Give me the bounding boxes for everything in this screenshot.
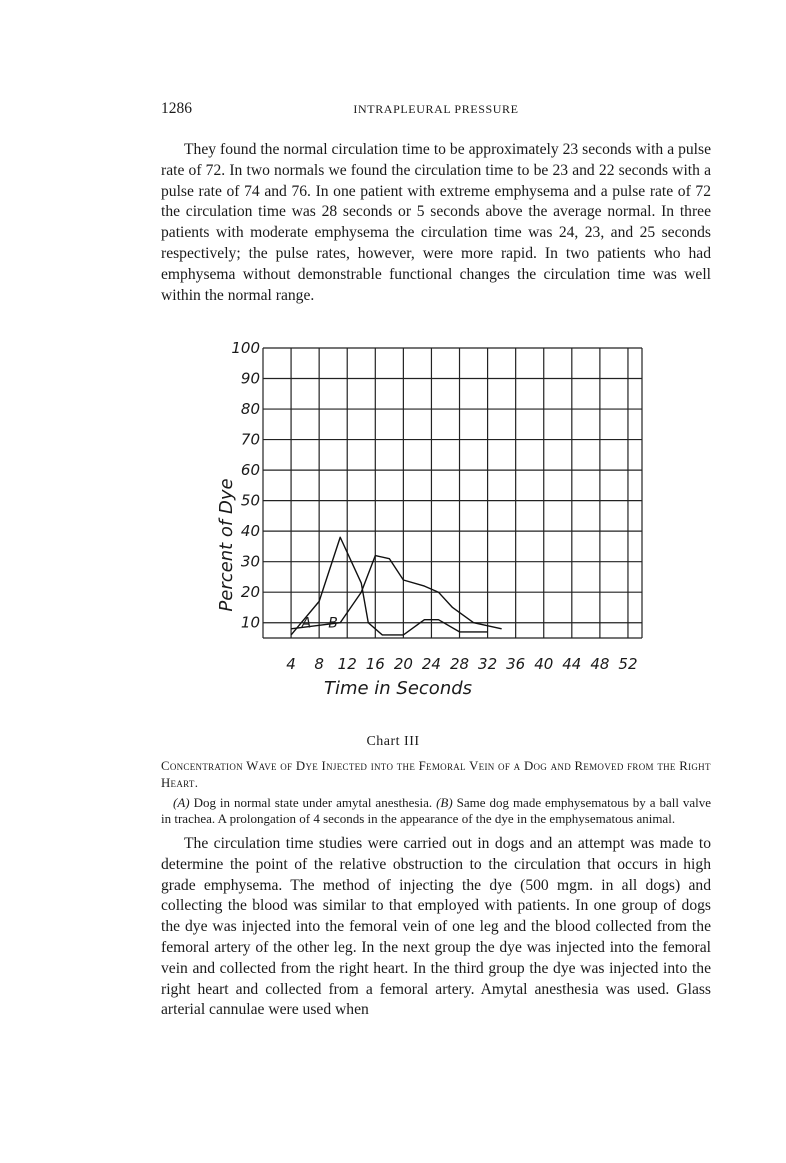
y-tick-40: 40 [240,522,260,541]
x-tick-4: 4 [286,655,296,673]
x-tick-28: 28 [449,655,470,673]
series-label-b: B [328,615,338,632]
x-tick-8: 8 [314,655,324,673]
x-axis-label: Time in Seconds [323,678,473,699]
x-tick-24: 24 [421,655,441,673]
x-tick-32: 32 [478,655,498,673]
x-tick-40: 40 [534,655,554,673]
page-header [161,100,711,120]
x-tick-12: 12 [337,655,357,673]
y-tick-70: 70 [240,430,260,449]
x-tick-20: 20 [393,655,413,673]
y-tick-60: 60 [240,461,260,480]
chart-grid [263,348,642,638]
y-tick-80: 80 [240,400,260,419]
x-tick-52: 52 [618,655,638,673]
x-tick-36: 36 [506,655,526,673]
x-tick-labels [286,655,637,673]
caption-title-text: Concentration Wave of Dye Injected into the Femoral Vein of a Dog and Removed from the Right Heart. [161,759,711,790]
y-tick-30: 30 [240,552,260,571]
chart-number: Chart III [366,734,420,749]
y-tick-10: 10 [240,613,260,632]
y-tick-100: 100 [231,340,260,357]
y-axis-label: Percent of Dye [216,478,237,612]
paragraph-1: They found the normal circulation time to be approximately 23 seconds with a pulse rate of 72. In two normals we found the circulation time to be 23 and 22 seconds with a pulse rate of 74 and 76. In one patient with extreme emphysema and a pulse rate of 72 the circulation time was 28 seconds or 5 seconds above the average normal. In three patients with moderate emphysema the circulation time was 24, 23, and 25 seconds respectively; the pulse rates, however, were more rapid. In two patients who had emphysema without demonstrable functional changes the circulation time was well within the normal range. [161,141,711,304]
x-tick-44: 44 [562,655,582,673]
caption-b-text: Same dog made emphysematous by a ball valve in trachea. A prolongation of 4 seconds in the appearance of the dye in the emphysematous animal. [161,795,712,826]
y-tick-50: 50 [240,491,260,510]
caption-b-label: (B) [436,795,453,810]
x-tick-48: 48 [590,655,610,673]
caption-title [161,758,711,792]
data-series [291,537,502,635]
page-number: 1286 [161,100,192,117]
caption-a-text: Dog in normal state under amytal anesthesia. [193,795,433,810]
series-label-a: A [301,615,312,632]
caption-body [161,795,711,827]
x-tick-16: 16 [365,655,385,673]
y-tick-90: 90 [240,369,260,388]
paragraph-2: The circulation time studies were carried out in dogs and an attempt was made to determine the point of the relative obstruction to the circulation that occurs in high grade emphysema. The method of injecting the dye (500 mgm. in all dogs) and collecting the blood was similar to that employed with patients. In one group of dogs the dye was injected into the femoral vein of one leg and the blood collected from the femoral artery of the other leg. In the next group the dye was injected into the femoral vein and collected from the right heart. In the third group the dye was injected into the right heart and collected from a femoral artery. Amytal anesthesia was used. Glass arterial cannulae were used when [161,835,711,1019]
concentration-chart [195,340,665,700]
y-tick-20: 20 [240,583,260,602]
series-line-a [291,537,488,635]
caption-a-label: (A) [173,795,190,810]
running-head: INTRAPLEURAL PRESSURE [353,102,519,116]
